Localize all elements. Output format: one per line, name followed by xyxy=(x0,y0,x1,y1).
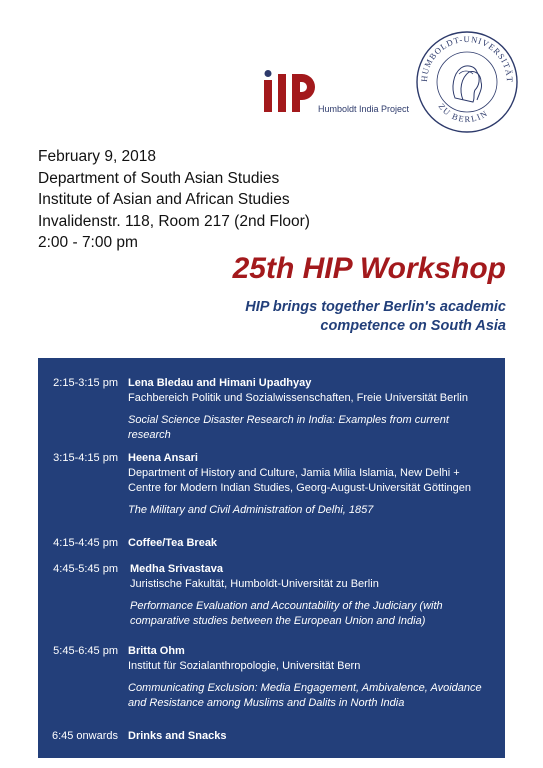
svg-text:ZU BERLIN: ZU BERLIN xyxy=(436,101,490,125)
slot-time: 5:45-6:45 pm xyxy=(53,645,118,657)
schedule-panel xyxy=(38,358,505,758)
slot-talk-title xyxy=(128,413,506,443)
event-date: February 9, 2018 xyxy=(38,148,157,165)
event-info xyxy=(38,146,310,254)
slot-time: 3:15-4:15 pm xyxy=(53,452,118,464)
talk-line: comparative studies between the European Union and India) xyxy=(130,615,426,627)
slot-time: 4:15-4:45 pm xyxy=(53,537,118,549)
hip-logo-caption: Humboldt India Project xyxy=(318,104,410,114)
slot-speaker: Heena Ansari xyxy=(128,452,198,464)
slot-closing: Drinks and Snacks xyxy=(128,730,227,742)
talk-line: Communicating Exclusion: Media Engagement, Ambivalence, Avoidance xyxy=(128,682,482,694)
slot-affiliation xyxy=(128,466,506,496)
slot-talk-title xyxy=(128,681,506,711)
slot-speaker: Britta Ohm xyxy=(128,645,185,657)
event-time: 2:00 - 7:00 pm xyxy=(38,234,138,251)
workshop-title: 25th HIP Workshop xyxy=(232,252,506,285)
slot-affiliation: Juristische Fakultät, Humboldt-Universität zu Berlin xyxy=(130,578,379,590)
slot-affiliation: Fachbereich Politik und Sozialwissenschaften, Freie Universität Berlin xyxy=(128,392,468,404)
talk-line: and Resistance among Muslims and Dalits in North India xyxy=(128,697,405,709)
tagline xyxy=(240,298,506,336)
slot-speaker: Medha Srivastava xyxy=(130,563,223,575)
event-institute: Institute of Asian and African Studies xyxy=(38,191,290,208)
tagline-line: competence on South Asia xyxy=(320,318,506,334)
event-department: Department of South Asian Studies xyxy=(38,169,280,187)
affiliation-line: Centre for Modern Indian Studies, Georg-August-Universität Göttingen xyxy=(128,482,472,494)
slot-talk-title xyxy=(130,599,508,629)
event-address: Invalidenstr. 118, Room 217 (2nd Floor) xyxy=(38,212,310,230)
slot-time: 6:45 onwards xyxy=(51,730,118,742)
svg-text:HUMBOLDT-UNIVERSITÄT: HUMBOLDT-UNIVERSITÄT xyxy=(418,33,516,84)
affiliation-line: Department of History and Culture, Jamia Milia Islamia, New Delhi + xyxy=(128,467,460,479)
slot-affiliation: Institut für Sozialanthropologie, Universität Bern xyxy=(128,660,361,672)
slot-speaker: Lena Bledau and Himani Upadhyay xyxy=(128,377,312,389)
hip-logo xyxy=(262,70,322,114)
talk-line: research xyxy=(128,429,171,441)
talk-line: The Military and Civil Administration of Delhi, 1857 xyxy=(128,504,374,516)
slot-time: 2:15-3:15 pm xyxy=(53,377,118,389)
tagline-line: HIP brings together Berlin's academic xyxy=(245,299,506,315)
humboldt-seal-icon xyxy=(415,30,519,134)
slot-talk-title xyxy=(128,503,506,518)
slot-time: 4:45-5:45 pm xyxy=(53,563,118,575)
talk-line: Performance Evaluation and Accountability of the Judiciary (with xyxy=(130,600,443,612)
talk-line: Social Science Disaster Research in India: Examples from current xyxy=(128,414,449,426)
slot-break: Coffee/Tea Break xyxy=(128,537,218,549)
